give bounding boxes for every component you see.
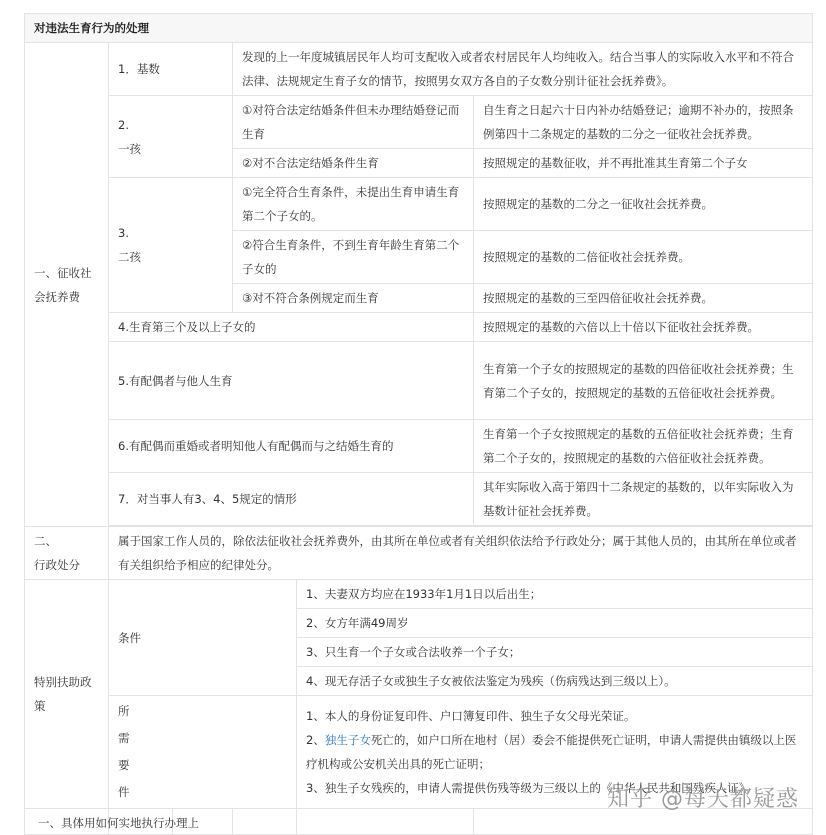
sec2-label-a: 二、 bbox=[34, 534, 57, 548]
doc-2-rest: 死亡的，如户口所在地村（居）委会不能提供死亡证明，申请人需提供由镇级以上医疗机构或公安机关出具的死亡证明； bbox=[306, 733, 797, 771]
doc-1: 1、本人的身份证复印件、户口簿复印件、独生子女父母光荣证。 bbox=[306, 709, 636, 723]
zhihu-watermark: 知乎 @每天都疑惑 bbox=[607, 787, 799, 812]
one-child-rule-1: 自生育之日起六十日内补办结婚登记；逾期不补办的，按照条例第四十二条规定的基数的二分之一征收社会抚养费。 bbox=[474, 96, 813, 149]
sec2-text: 属于国家工作人员的，除依法征收社会抚养费外，由其所在单位或者有关组织依法给予行政处分；属于其他人员的，由其所在单位或者有关组织给予相应的纪律处分。 bbox=[109, 527, 813, 580]
docs-label-2: 需 bbox=[118, 731, 130, 745]
cond-4: 4、现无存活子女或独生子女被依法鉴定为残疾（伤病残达到三级以上）。 bbox=[297, 667, 813, 696]
empty-cell bbox=[233, 809, 297, 835]
two-child-rule-3: 按照规定的基数的三至四倍征收社会抚养费。 bbox=[474, 284, 813, 313]
docs-label-3: 要 bbox=[118, 758, 130, 772]
item-5-label: 5.有配偶者与他人生育 bbox=[109, 342, 474, 420]
two-child-cond-2: ②符合生育条件，不到生育年龄生育第二个子女的 bbox=[233, 231, 474, 284]
item-6-rule: 生育第一个子女按照规定的基数的五倍征收社会抚养费；生育第二个子女的，按照规定的基数的六倍征收社会抚养费。 bbox=[474, 420, 813, 473]
docs-label-4: 件 bbox=[118, 785, 130, 799]
sec2-label-b: 行政处分 bbox=[34, 558, 80, 572]
two-child-rule-1: 按照规定的基数的二分之一征收社会抚养费。 bbox=[474, 178, 813, 231]
base-label: 1．基数 bbox=[109, 43, 233, 96]
item-4-rule: 按照规定的基数的六倍以上十倍以下征收社会抚养费。 bbox=[474, 313, 813, 342]
cond-1: 1、夫妻双方均应在1933年1月1日以后出生； bbox=[297, 580, 813, 609]
one-child-cond-2: ②对不合法定结婚条件生育 bbox=[233, 149, 474, 178]
doc-2 bbox=[306, 728, 803, 776]
doc-2-prefix: 2、 bbox=[306, 733, 325, 747]
two-child-label bbox=[109, 178, 233, 313]
cond-2: 2、女方年满49周岁 bbox=[297, 609, 813, 638]
one-child-text: 一孩 bbox=[118, 141, 141, 156]
docs-label bbox=[109, 696, 297, 809]
docs-label-1: 所 bbox=[118, 704, 130, 718]
sec1-label: 一、征收社会抚养费 bbox=[25, 43, 109, 527]
sec2-label bbox=[25, 527, 109, 580]
item-6-label: 6.有配偶而重婚或者明知他人有配偶而与之结婚生育的 bbox=[109, 420, 474, 473]
table-title: 对违法生育行为的处理 bbox=[25, 14, 813, 43]
one-child-cond-1: ①对符合法定结婚条件但未办理结婚登记而生育 bbox=[233, 96, 474, 149]
base-text: 发现的上一年度城镇居民年人均可支配收入或者农村居民年人均纯收入。结合当事人的实际收入水平和不符合法律、法规规定生育子女的情节，按照男女双方各自的子女数分别计征社会抚养费》。 bbox=[233, 43, 813, 96]
two-child-rule-2: 按照规定的基数的二倍征收社会抚养费。 bbox=[474, 231, 813, 284]
one-child-label bbox=[109, 96, 233, 178]
policy-table bbox=[24, 13, 813, 835]
empty-cell bbox=[297, 809, 474, 835]
item-5-rule: 生育第一个子女的按照规定的基数的四倍征收社会抚养费；生育第二个子女的，按照规定的基数的五倍征收社会抚养费。 bbox=[474, 342, 813, 420]
two-child-text: 二孩 bbox=[118, 250, 141, 264]
only-child-link[interactable]: 独生子女 bbox=[324, 733, 371, 747]
cond-label: 条件 bbox=[109, 580, 297, 696]
one-child-rule-2: 按照规定的基数征收，并不再批准其生育第二个子女 bbox=[474, 149, 813, 178]
one-child-num: 2. bbox=[118, 117, 129, 132]
two-child-cond-3: ③对不符合条例规定而生育 bbox=[233, 284, 474, 313]
doc-3: 3、独生子女残疾的，申请人需提供伤残等级为三级以上的《中华人民共和国残疾人证》。 bbox=[306, 781, 757, 795]
item-4-label: 4.生育第三个及以上子女的 bbox=[109, 313, 474, 342]
two-child-cond-1: ①完全符合生育条件，未提出生育申请生育第二个子女的。 bbox=[233, 178, 474, 231]
sec3-label: 特别扶助政策 bbox=[25, 580, 109, 809]
two-child-num: 3. bbox=[118, 226, 129, 240]
cond-3: 3、只生育一个子女或合法收养一个子女； bbox=[297, 638, 813, 667]
item-7-label: 7．对当事人有3、4、5规定的情形 bbox=[109, 473, 474, 526]
item-7-rule: 其年实际收入高于第四十二条规定的基数的，以年实际收入为基数计征社会抚养费。 bbox=[474, 473, 813, 526]
footnote-text: 一、具体用如何实地执行办理上 bbox=[38, 816, 199, 830]
